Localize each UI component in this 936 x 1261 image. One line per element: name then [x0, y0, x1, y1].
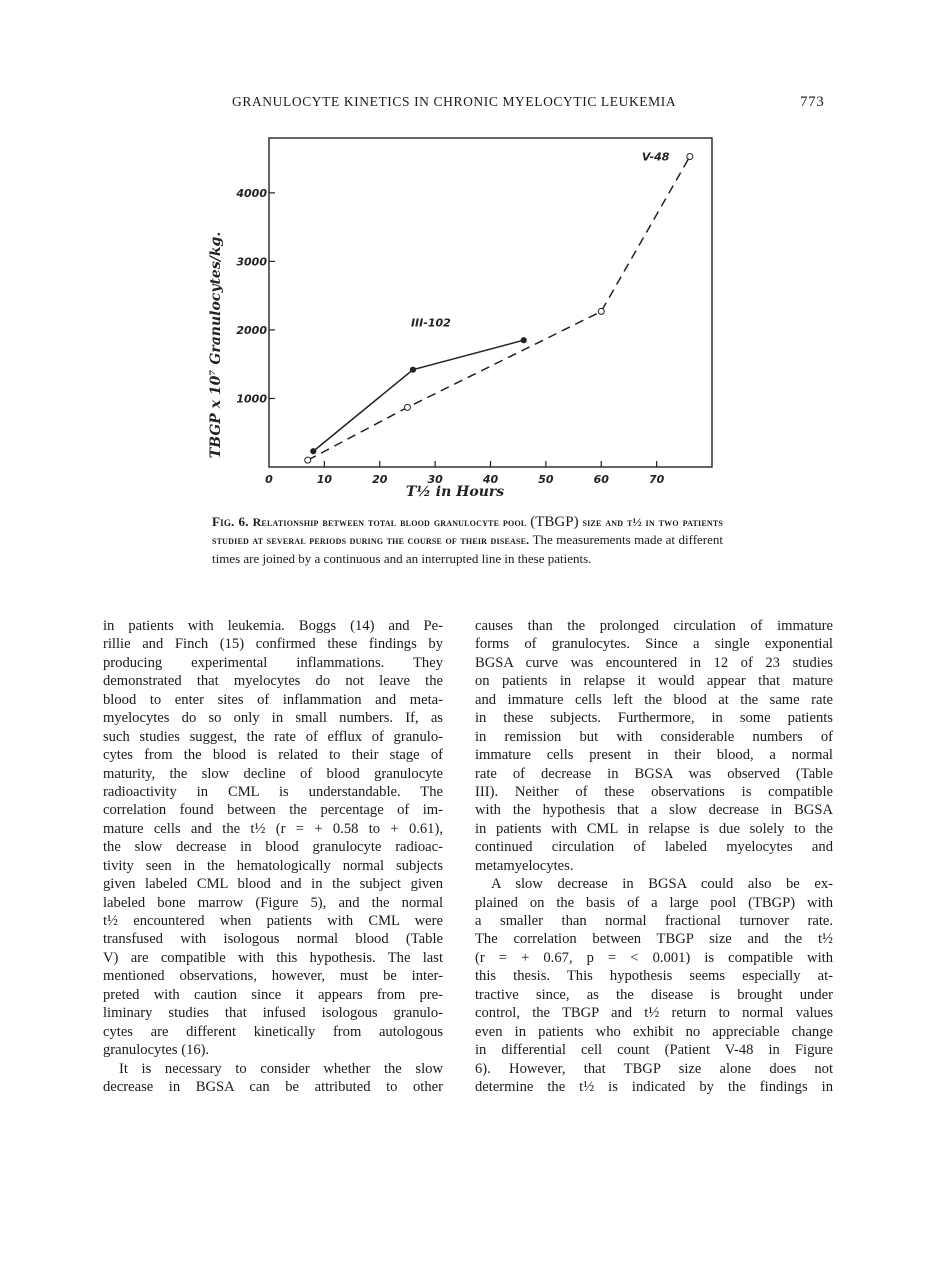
- text-line: a smaller than normal fractional turnover rate.: [475, 913, 833, 929]
- text-line: in these subjects. Furthermore, in some patients: [475, 710, 833, 727]
- text-line: in patients with CML in relapse is due solely to the: [475, 820, 833, 837]
- y-tick-label: 4000: [236, 186, 267, 200]
- caption-fig-label: Fig. 6.: [212, 514, 249, 529]
- series-label: V-48: [641, 150, 670, 164]
- text-line: mentioned observations, however, must be inter-: [103, 968, 443, 985]
- plot-frame: [269, 138, 712, 467]
- text-line: V) are compatible with this hypothesis. The last: [103, 949, 443, 966]
- text-line: correlation found between the percentage of im-: [103, 802, 443, 819]
- text-line: determine the t½ is indicated by the findings in: [475, 1078, 833, 1095]
- text-line: preted with caution since it appears from pre-: [103, 986, 443, 1003]
- text-line: in patients with leukemia. Boggs (14) and Pe-: [103, 618, 443, 634]
- running-head: GRANULOCYTE KINETICS IN CHRONIC MYELOCYTIC LEUKEMIA: [232, 94, 677, 109]
- text-line: myelocytes do so only in small numbers. If, as: [103, 710, 443, 727]
- text-line: with the hypothesis that a slow decrease in BGSA: [475, 802, 833, 819]
- text-line: continued circulation of labeled myelocytes and: [475, 839, 833, 856]
- data-point: [521, 338, 526, 343]
- x-tick-label: 30: [427, 473, 443, 486]
- data-point: [687, 154, 693, 160]
- data-point: [598, 308, 604, 314]
- text-line: this thesis. This hypothesis seems especially at-: [475, 968, 833, 985]
- figure-6-chart: [200, 130, 740, 510]
- x-axis-label: T½ in Hours: [405, 484, 505, 500]
- series-line-v-48: [308, 157, 690, 461]
- x-tick-label: 40: [482, 473, 499, 486]
- text-line: such studies suggest, the rate of efflux of granulo-: [103, 728, 443, 745]
- data-point: [410, 367, 415, 372]
- data-point: [404, 404, 410, 410]
- text-line: decrease in BGSA can be attributed to other: [103, 1078, 443, 1095]
- text-line: A slow decrease in BGSA could also be ex-: [491, 876, 833, 893]
- body-column-left: [103, 617, 443, 1096]
- text-line: III). Neither of these observations is compatible: [475, 783, 833, 800]
- text-line: labeled bone marrow (Figure 5), and the normal: [103, 894, 443, 911]
- text-line: It is necessary to consider whether the slow: [119, 1060, 443, 1077]
- text-line: liminary studies that infused isologous granulo-: [103, 1005, 443, 1022]
- y-tick-label: 1000: [236, 392, 267, 406]
- text-line: BGSA curve was encountered in 12 of 23 studies: [475, 654, 833, 671]
- text-line: on patients in relapse it would appear that mature: [475, 673, 833, 690]
- text-line: cytes from the blood is related to their stage of: [103, 747, 443, 764]
- text-line: t½ encountered when patients with CML were: [103, 913, 443, 929]
- text-line: cytes are different kinetically from autologous: [103, 1023, 443, 1040]
- text-line: and immature cells left the blood at the same rate: [475, 691, 833, 708]
- series-line-iii-102: [313, 340, 523, 451]
- text-line: rate of decrease in BGSA was observed (Table: [475, 765, 833, 782]
- caption-body: The measurements made at different times are joined by a continuous and an interrupted line in these patients.: [212, 532, 724, 566]
- text-line: producing experimental inflammations. They: [103, 654, 443, 671]
- text-line: causes than the prolonged circulation of immature: [475, 618, 833, 634]
- y-axis-label: TBGP x 10⁷ Granulocytes/kg.: [208, 231, 224, 459]
- text-line: given labeled CML blood and in the subject given: [103, 876, 443, 893]
- text-line: mature cells and the t½ (r = + 0.58 to + 0.61),: [103, 820, 443, 837]
- text-line: rillie and Finch (15) confirmed these findings by: [103, 636, 443, 653]
- text-line: blood to enter sites of inflammation and meta-: [103, 691, 443, 708]
- text-line: the slow decrease in blood granulocyte radioac-: [103, 839, 443, 856]
- data-point: [311, 449, 316, 454]
- figure-caption: [212, 513, 723, 567]
- y-tick-label: 2000: [236, 323, 267, 337]
- x-tick-label: 0: [265, 473, 273, 486]
- text-line: even in patients who exhibit no appreciable change: [475, 1023, 833, 1040]
- text-line: tractive since, as the disease is brought under: [475, 986, 833, 1003]
- text-line: in remission but with considerable numbers of: [475, 728, 833, 745]
- text-line: transfused with isologous normal blood (Table: [103, 931, 443, 948]
- x-tick-label: 10: [316, 473, 333, 486]
- caption-title-cont: size and t½ in two patients studied at several periods during the course of their disease.: [212, 515, 724, 548]
- text-line: The correlation between TBGP size and the t½: [475, 931, 833, 948]
- page-number: 773: [800, 94, 825, 110]
- text-line: in differential cell count (Patient V-48 in Figure: [475, 1042, 833, 1059]
- text-line: demonstrated that myelocytes do not leave the: [103, 673, 443, 690]
- x-tick-label: 60: [593, 473, 609, 486]
- y-tick-label: 3000: [236, 255, 267, 269]
- series-label: III-102: [410, 316, 451, 330]
- x-tick-label: 50: [538, 473, 554, 486]
- text-line: control, the TBGP and t½ return to normal values: [475, 1005, 833, 1022]
- text-line: maturity, the slow decline of blood granulocyte: [103, 765, 443, 782]
- text-line: granulocytes (16).: [103, 1042, 210, 1059]
- x-tick-label: 20: [372, 473, 388, 486]
- text-line: radioactivity in CML is understandable. The: [103, 783, 443, 800]
- text-line: tivity seen in the hematologically normal subjects: [103, 857, 443, 874]
- text-line: forms of granulocytes. Since a single exponential: [475, 636, 833, 653]
- text-line: immature cells present in their blood, a normal: [475, 747, 833, 764]
- body-column-right: [475, 617, 833, 1096]
- x-tick-label: 70: [648, 473, 665, 486]
- text-line: (r = + 0.67, p = < 0.001) is compatible with: [475, 949, 833, 966]
- text-line: metamyelocytes.: [475, 857, 574, 874]
- text-line: plained on the basis of a large pool (TBGP) with: [475, 894, 833, 911]
- caption-abbr: (TBGP): [530, 514, 579, 530]
- caption-title: Relationship between total blood granulocyte pool: [252, 515, 527, 529]
- text-line: 6). However, that TBGP size alone does not: [475, 1060, 833, 1077]
- data-point: [305, 457, 311, 463]
